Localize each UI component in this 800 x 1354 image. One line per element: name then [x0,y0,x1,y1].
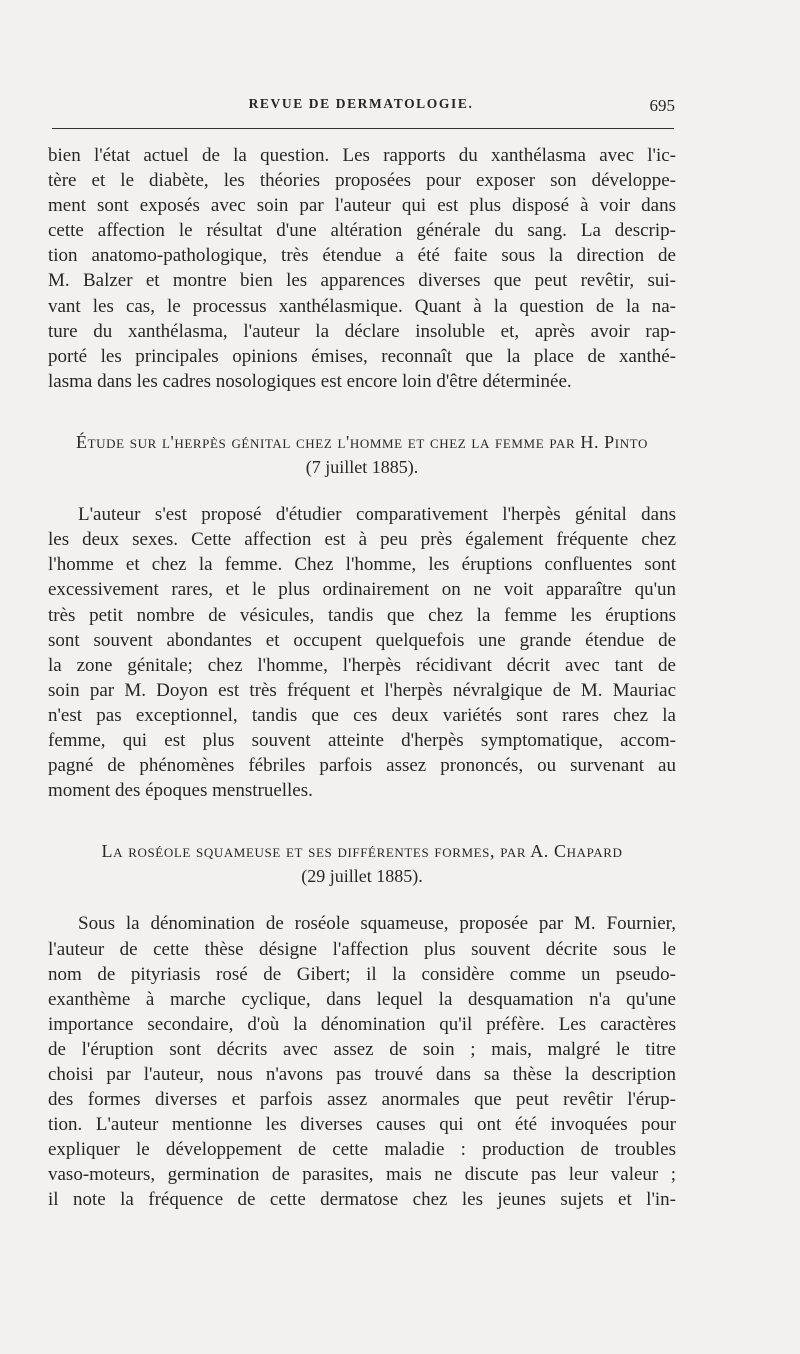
text-line: nom de pityriasis rosé de Gibert; il la considère comme un pseudo- [48,963,676,985]
running-head [48,96,674,120]
paragraph-herpes [48,502,676,803]
text-line: très petit nombre de vésicules, tandis que chez la femme les éruptions [48,604,676,626]
text-line: de l'éruption sont décrits avec assez de soin ; mais, malgré le titre [48,1038,676,1060]
text-line: L'auteur s'est proposé d'étudier comparativement l'herpès génital dans [78,504,676,526]
heading-date: (7 juillet 1885). [305,457,419,478]
text-line: lasma dans les cadres nosologiques est encore loin d'être déterminée. [48,370,572,392]
text-line: des formes diverses et parfois assez anormales que peut revêtir l'érup- [48,1089,676,1111]
article-heading-roseole [48,839,676,889]
text-line: les deux sexes. Cette affection est à peu près également fréquente chez [48,529,676,551]
text-line: tion anatomo-pathologique, très étendue a été faite sous la direction de [48,245,676,267]
text-line: choisi par l'auteur, nous n'avons pas trouvé dans sa thèse la description [48,1064,676,1085]
text-line: soin par M. Doyon est très fréquent et l'herpès névralgique de M. Mauriac [48,679,676,701]
text-line: vaso-moteurs, germination de parasites, mais ne discute pas leur valeur ; [48,1164,676,1186]
text-line: pagné de phénomènes fébriles parfois assez prononcés, ou survenant au [48,755,676,777]
text-line: il note la fréquence de cette dermatose chez les jeunes sujets et l'in- [48,1189,676,1211]
text-line: vant les cas, le processus xanthélasmique. Quant à la question de la na- [48,295,676,317]
text-line: la zone génitale; chez l'homme, l'herpès récidivant décrit avec tant de [48,654,676,676]
heading-title: La roséole squameuse et ses différentes formes, par A. Chapard [101,841,623,862]
text-line: excessivement rares, et le plus ordinairement on ne voit apparaître qu'un [48,579,676,601]
text-line: porté les principales opinions émises, reconnaît que la place de xanthé- [48,345,676,367]
text-line: l'auteur de cette thèse désigne l'affection plus souvent décrite sous le [48,938,676,960]
text-line: sont souvent abondantes et occupent quelquefois une grande étendue de [48,629,676,651]
text-line: M. Balzer et montre bien les apparences diverses que peut revêtir, sui- [48,270,676,292]
text-line: tère et le diabète, les théories proposées pour exposer son développe- [48,170,676,192]
text-line: ment sont exposés avec soin par l'auteur qui est plus disposé à voir dans [48,195,676,217]
paragraph-roseole [48,911,676,1212]
text-line: importance secondaire, d'où la dénomination qu'il préfère. Les caractères [48,1013,676,1035]
text-line: expliquer le développement de cette maladie : production de troubles [48,1139,676,1161]
heading-date: (29 juillet 1885). [301,866,423,887]
paragraph-xanthelasma [48,143,676,394]
header-rule [52,128,674,129]
text-line: tion. L'auteur mentionne les diverses causes qui ont été invoquées pour [48,1114,676,1136]
page-body [48,143,676,1213]
text-line: ture du xanthélasma, l'auteur la déclare insoluble et, après avoir rap- [48,320,676,342]
text-line: l'homme et chez la femme. Chez l'homme, les éruptions confluentes sont [48,554,676,576]
text-line: bien l'état actuel de la question. Les rapports du xanthélasma avec l'ic- [48,145,676,166]
page-number: 695 [649,96,675,115]
text-line: n'est pas exceptionnel, tandis que ces deux variétés sont rares chez la [48,704,676,726]
text-line: exanthème à marche cyclique, dans lequel la desquamation n'a qu'une [48,988,676,1010]
text-line: moment des époques menstruelles. [48,780,313,802]
text-line: Sous la dénomination de roséole squameuse, proposée par M. Fournier, [78,913,676,935]
running-title: REVUE DE DERMATOLOGIE. [248,96,474,111]
heading-title: Étude sur l'herpès génital chez l'homme et chez la femme par H. Pinto [76,431,648,452]
text-line: femme, qui est plus souvent atteinte d'herpès symptomatique, accom- [48,729,676,751]
article-heading-herpes [48,430,676,480]
text-line: cette affection le résultat d'une altération générale du sang. La descrip- [48,220,676,242]
